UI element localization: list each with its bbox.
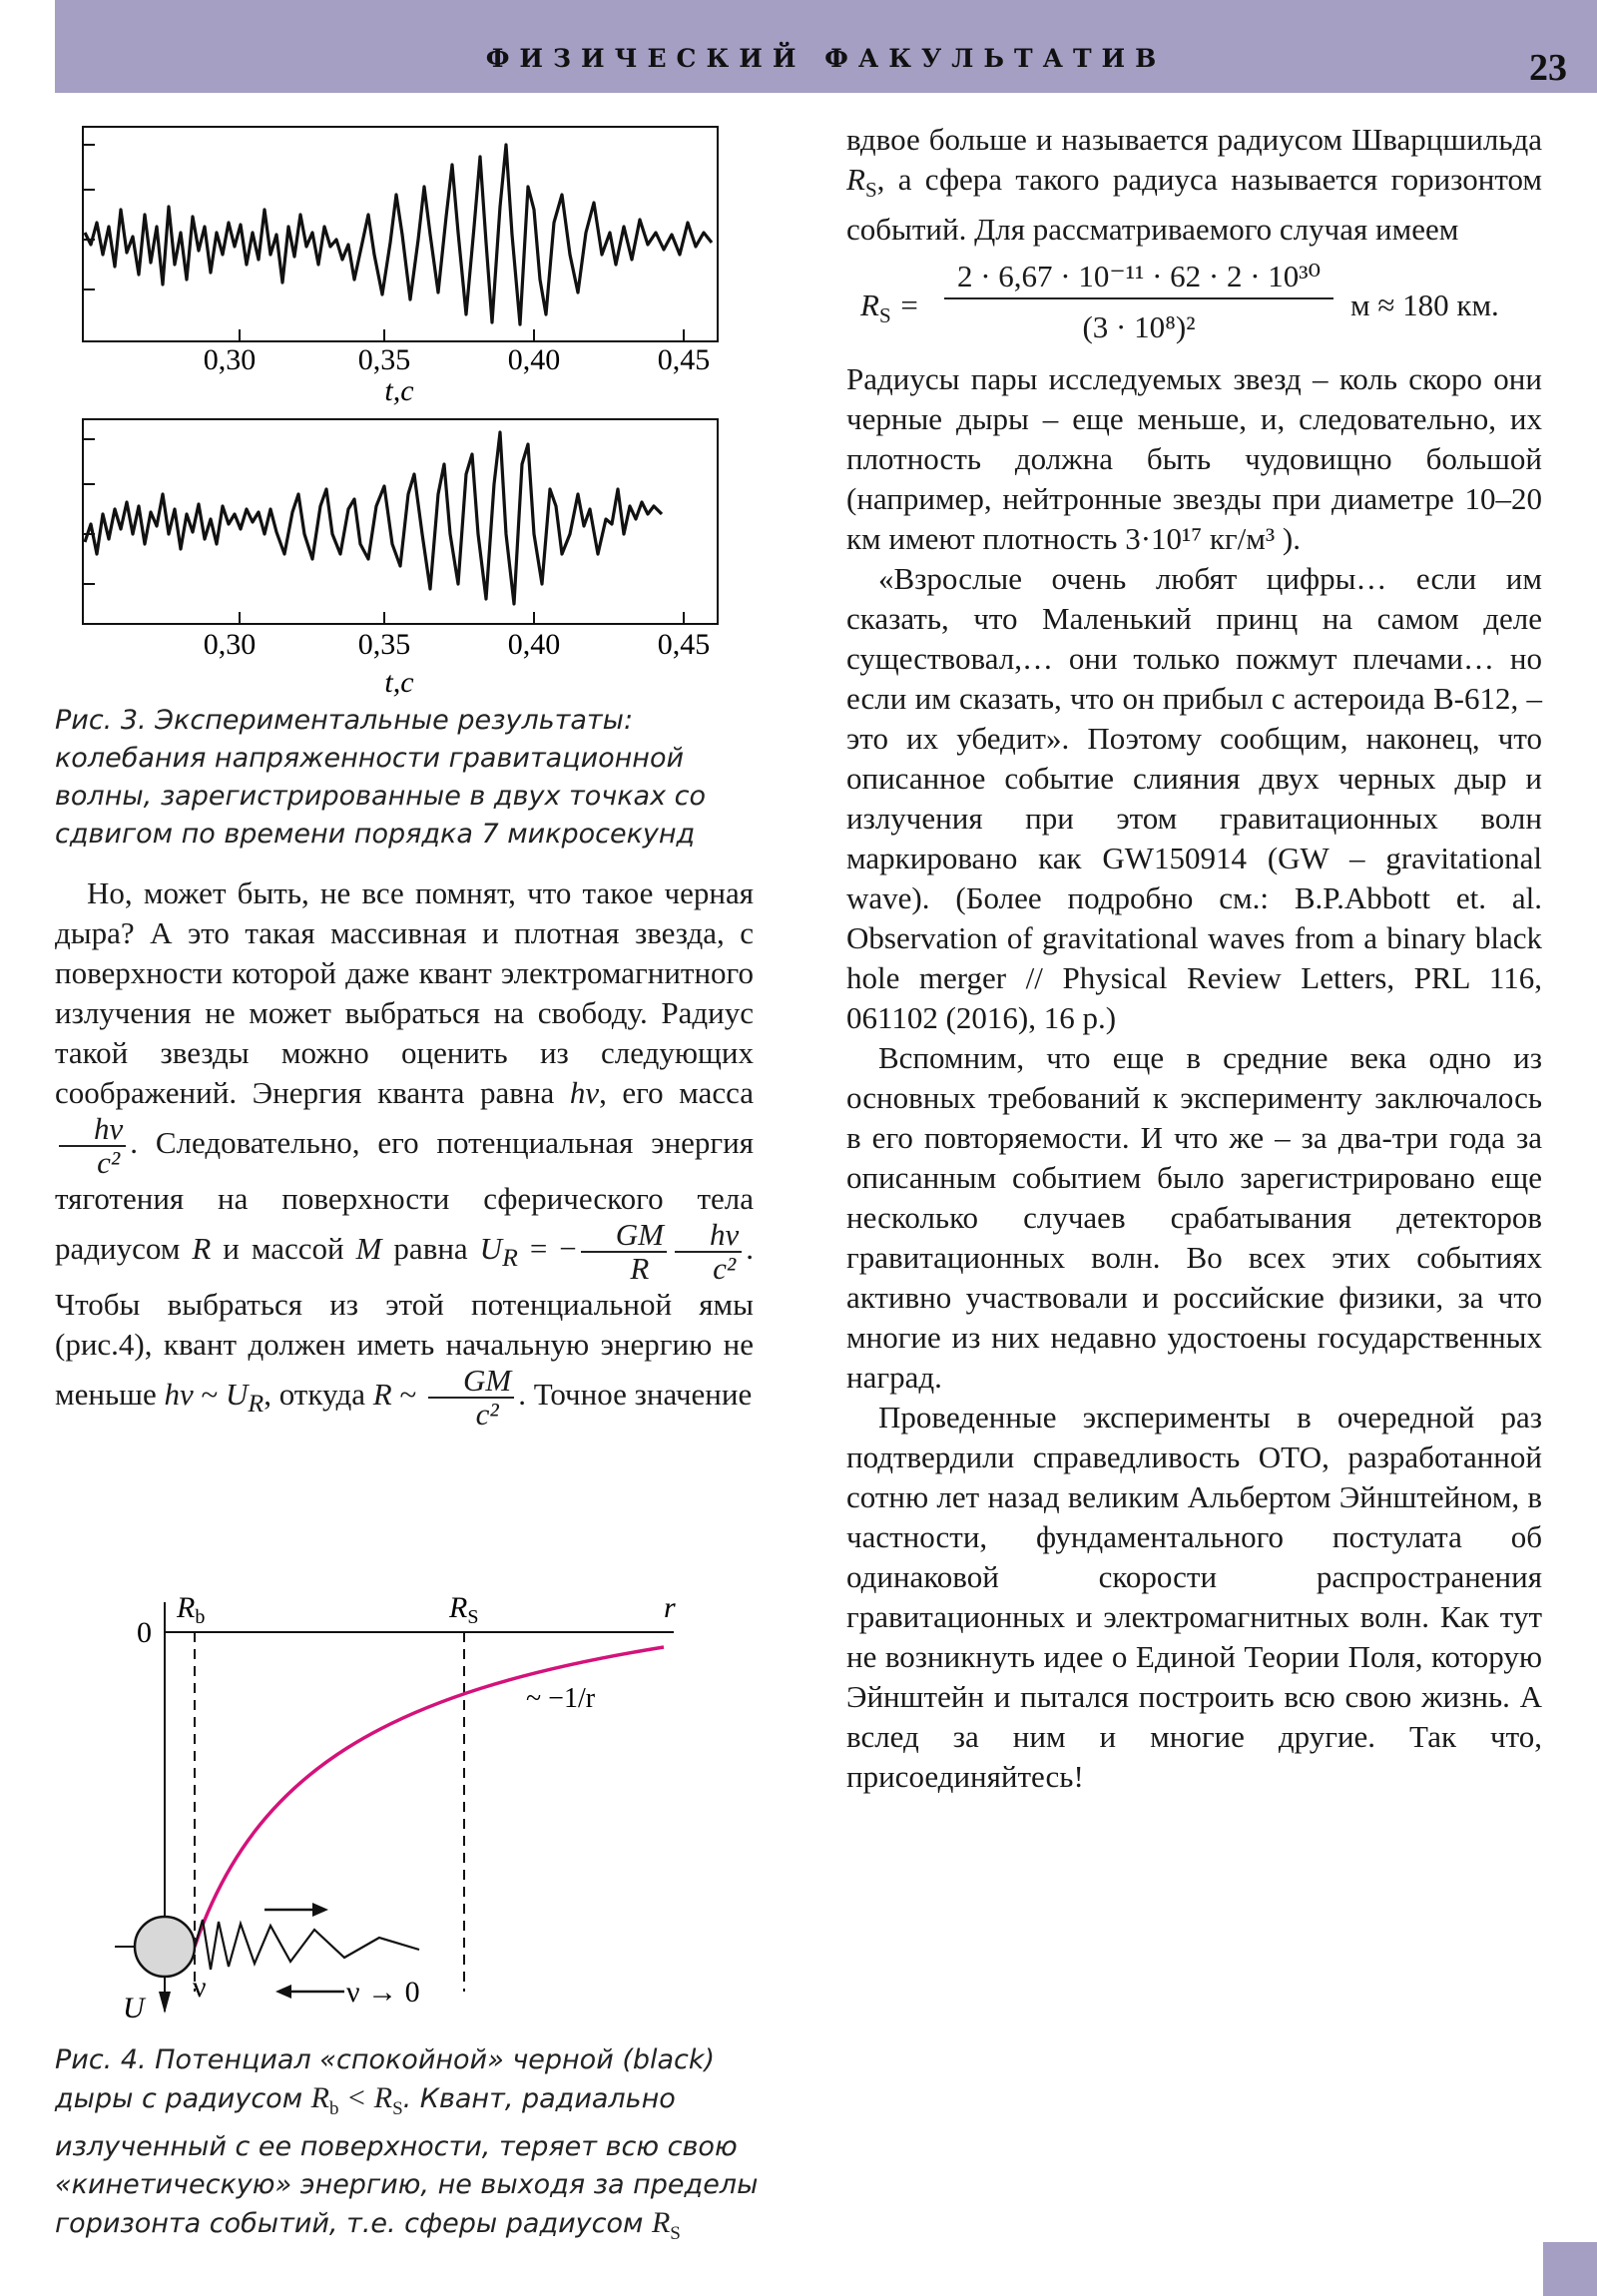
fig4-arrow-left — [275, 1985, 291, 1999]
formula-denominator: (3 · 10⁸)² — [1082, 309, 1196, 345]
left-paragraph: Но, может быть, не все помнят, что такое черная дыра? А это такая массивная и плотная звезда, с поверхности которой даже квант электромагнитного излучения не может выбраться на свободу. Радиус такой звезды можно оценить из следующих соображений. Энергия кванта равна hν, его масса $\frac{h\nu}{\text{c²}}$ . Следовательно, его потенциальная энергия тяготения на поверхности сферического тела радиусом R и массой M равна $U_R$ = − $\frac{GM}{R}$ $\frac{h\nu}{\text{c²}}$ . Чтобы выбраться из этой потенциальной ямы (рис.4), квант должен иметь начальную энергию не меньше hν ~ $U_R$, откуда R ~ $\frac{GM}{\text{c²}}$ . Точное значение — [55, 875, 754, 1432]
right-paragraph: Вспомним, что еще в средние века одно из основных требований к эксперименту заключалось в его повторяемости. И что же – за два-три года за описанным событием было зарегистрировано еще несколько случаев срабатывания детекторов гравитационных волн. Во всех этих событиях активно участвовали и российские физики, за что многие из них недавно удостоены государственных наград. — [846, 1040, 1542, 1396]
fig3-top-signal — [85, 145, 712, 324]
fraction-hv-c2-b: $\frac{h\nu}{\text{c²}}$ — [675, 1219, 742, 1285]
fig3-top-tick: 0,45 — [657, 343, 711, 376]
right-paragraph: вдвое больше и называется радиусом Шварцшильда $R_S$, а сфера такого радиуса называется горизонтом событий. Для рассматриваемого случая имеем — [846, 122, 1542, 248]
fig4-rs-label: $R_S$ — [449, 1591, 479, 1628]
fraction-hv-c2: $\frac{h\nu}{\text{c²}}$ — [59, 1113, 126, 1179]
fig4-sphere — [135, 1917, 195, 1977]
fig3-bottom-tick: 0,45 — [657, 628, 711, 661]
fig3-bottom-tick: 0,40 — [507, 628, 561, 661]
formula-numerator: 2 · 6,67 · 10⁻¹¹ · 62 · 2 · 10³⁰ — [944, 256, 1333, 299]
page-number: 23 — [1529, 47, 1567, 89]
fig4-u-label: U — [123, 1992, 145, 2024]
fig3-bottom-ticks — [204, 628, 711, 661]
header-band — [55, 0, 1597, 93]
figure3-caption: Рис. 3. Экспериментальные результаты: колебания напряженности гравитационной волны, зарегистрированные в двух точках со сдвигом по времени порядка 7 микросекунд — [55, 705, 706, 850]
fig3-bottom-signal — [85, 432, 662, 604]
fig4-wave — [195, 1920, 419, 1970]
fig4-r-label: r — [664, 1591, 676, 1624]
schwarzschild-formula: $R_S$ = 2 · 6,67 · 10⁻¹¹ · 62 · 2 · 10³⁰ (3 · 10⁸)² м ≈ 180 км. — [846, 250, 1542, 359]
figure3-waveforms — [55, 115, 754, 704]
figure4-potential — [55, 1572, 754, 2031]
fig3-top-tick: 0,30 — [203, 343, 257, 376]
right-paragraph: «Взрослые очень любят цифры… если им сказать, что Маленький принц на самом деле существовал,… они только пожмут плечами… но если им сказать, что он прибыл с астероида B-612, – это их убедит». Поэтому сообщим, наконец, что описанное событие слияния двух черных дыр и излучения при этом гравитационных волн маркировано как GW150914 (GW – gravitational wave). (Более подробно см.: B.P.Abbott et. al. Observation of gravitational waves from a binary black hole merger // Physical Review Letters, PRL 116, 061102 (2016), 16 p.) — [846, 561, 1542, 1036]
fig4-u-arrow — [159, 1992, 171, 2013]
hv-symbol: hν — [569, 1075, 600, 1110]
corner-block — [1543, 2242, 1597, 2296]
fig4-arrow-right — [312, 1903, 328, 1917]
fig3-top-ticks — [204, 343, 711, 376]
fraction-gm-c2: $\frac{GM}{\text{c²}}$ — [428, 1365, 514, 1431]
fig4-zero-label: 0 — [137, 1616, 152, 1649]
right-column — [846, 120, 1542, 1797]
fraction-gm-r: $\frac{GM}{R}$ — [581, 1219, 667, 1285]
fig3-top-tick: 0,35 — [357, 343, 411, 376]
fig3-bottom-tick: 0,35 — [357, 628, 411, 661]
formula-result: м ≈ 180 км. — [1350, 287, 1499, 323]
ur-symbol: $U_R$ — [479, 1231, 518, 1273]
right-paragraph: Проведенные эксперименты в очередной раз подтвердили справедливость ОТО, разработанной сотню лет назад великим Альбертом Эйнштейном, в частности, фундаментального постулата об одинаковой скорости распространения гравитационных и электромагнитных волн. Как тут не возникнуть идее о Единой Теории Поля, которую Эйнштейн и пытался построить всю свою жизнь. А вслед за ним и многие другие. Так что, присоединяйтесь! — [846, 1400, 1542, 1795]
fig4-rb-label: $R_b$ — [177, 1591, 206, 1628]
fig3-bottom-axis-label: t,c — [384, 666, 414, 699]
fig4-nu-zero-label: ν → 0 — [346, 1976, 420, 2009]
left-column — [55, 873, 754, 1431]
fig4-nu-label: ν — [193, 1971, 207, 2004]
fig3-top-tick: 0,40 — [507, 343, 561, 376]
fig4-asymptote-label: ~ −1/r — [526, 1683, 596, 1714]
running-header: ФИЗИЧЕСКИЙ ФАКУЛЬТАТИВ — [485, 44, 1167, 73]
fig3-top-axis-label: t,c — [384, 374, 414, 407]
figure4-caption: Рис. 4. Потенциал «спокойной» черной (black) дыры с радиусом $R_b < R_S$. Квант, радиально излученный с ее поверхности, теряет всю свою «кинетическую» энергию, не выходя за пределы горизонта событий, т.е. сферы радиусом $R_S$ — [55, 2044, 759, 2244]
right-paragraph: Радиусы пары исследуемых звезд – коль скоро они черные дыры – еще меньше, и, следовательно, их плотность должна быть чудовищно большой (например, нейтронные звезды при диаметре 10–20 км имеют плотность 3·10¹⁷ кг/м³ ). — [846, 361, 1542, 557]
fig3-bottom-tick: 0,30 — [203, 628, 257, 661]
